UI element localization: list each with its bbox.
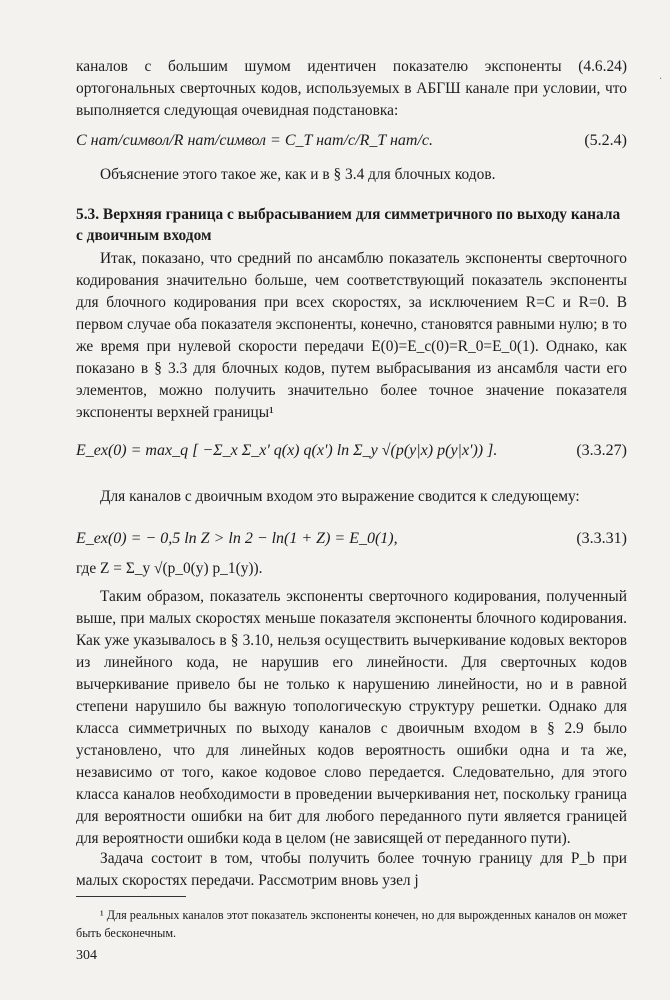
paragraph-conclusion: Таким образом, показатель экспоненты сверточного кодирования, полученный выше, при малых скоростях меньше показателя экспоненты блочного кодирования. Как уже указывалось в § 3.10, нельзя осуществить вычеркивание кодовых векторов из линейного кода, не нарушив его линейности. Для сверточных кодов вычеркивание привело бы не только к нарушению линейности, но и в равной степени нарушило бы важную топологическую структуру решетки. Однако для класса симметричных по выходу каналов с двоичным входом в § 2.9 было установлено, что для линейных кодов вероятность ошибки одна и та же, независимо от того, какое кодовое слово передается. Следовательно, для этого класса каналов необходимости в проведении вычеркивания нет, поскольку граница для вероятности ошибки на бит для любого переданного пути является границей для вероятности ошибки кода в целом (не зависящей от переданного пути). [76, 588, 627, 847]
equation-number: (5.2.4) [584, 132, 627, 149]
section-heading: 5.3. Верхняя граница с выбрасыванием для симметричного по выходу канала с двоичным входом [76, 206, 621, 244]
equation-formula: E_ex(0) = max_q [ −Σ_x Σ_x' q(x) q(x') ln Σ_y √(p(y|x) p(y|x')) ]. [76, 442, 498, 459]
footnote-rule [76, 896, 186, 897]
equation-where-clause: где Z = Σ_y √(p_0(y) p_1(y)). [76, 560, 263, 577]
page-number: 304 [76, 948, 97, 963]
paragraph-binary-input: Для каналов с двоичным входом это выражение сводится к следующему: [100, 488, 580, 505]
paragraph-intro: каналов с большим шумом идентичен показателю экспоненты (4.6.24) ортогональных сверточных кодов, используемых в АБГШ канале при условии, что выполняется следующая очевидная подстановка: [76, 58, 627, 119]
equation-3-3-27 [76, 442, 627, 468]
equation-3-3-31 [76, 530, 627, 556]
paragraph-task: Задача состоит в том, чтобы получить более точную границу для P_b при малых скоростях передачи. Рассмотрим вновь узел j [76, 850, 627, 889]
equation-formula: C нат/символ/R нат/символ = C_T нат/c/R_T нат/c. [76, 132, 433, 149]
equation-number: (3.3.31) [576, 530, 627, 547]
paragraph-explanation: Объяснение этого такое же, как и в § 3.4 для блочных кодов. [100, 166, 496, 183]
footnote: ¹ Для реальных каналов этот показатель экспоненты конечен, но для вырожденных каналов он может быть бесконечным. [76, 908, 627, 940]
paragraph-ensemble: Итак, показано, что средний по ансамблю показатель экспоненты сверточного кодирования значительно больше, чем соответствующий показатель экспоненты для блочного кодирования при всех скоростях, за исключением R=C и R=0. В первом случае оба показателя экспоненты, конечно, становятся равными нулю; в то же время при нулевой скорости передачи E(0)=E_c(0)=R_0=E_0(1). Однако, как показано в § 3.3 для блочных кодов, путем выбрасывания из ансамбля части его элементов, можно получить значительно более точное значение показателя экспоненты верхней границы¹ [76, 250, 627, 421]
equation-number: (3.3.27) [576, 442, 627, 459]
margin-mark: · [659, 74, 663, 85]
equation-formula: E_ex(0) = − 0,5 ln Z > ln 2 − ln(1 + Z) = E_0(1), [76, 530, 398, 547]
equation-5-2-4 [76, 132, 627, 158]
